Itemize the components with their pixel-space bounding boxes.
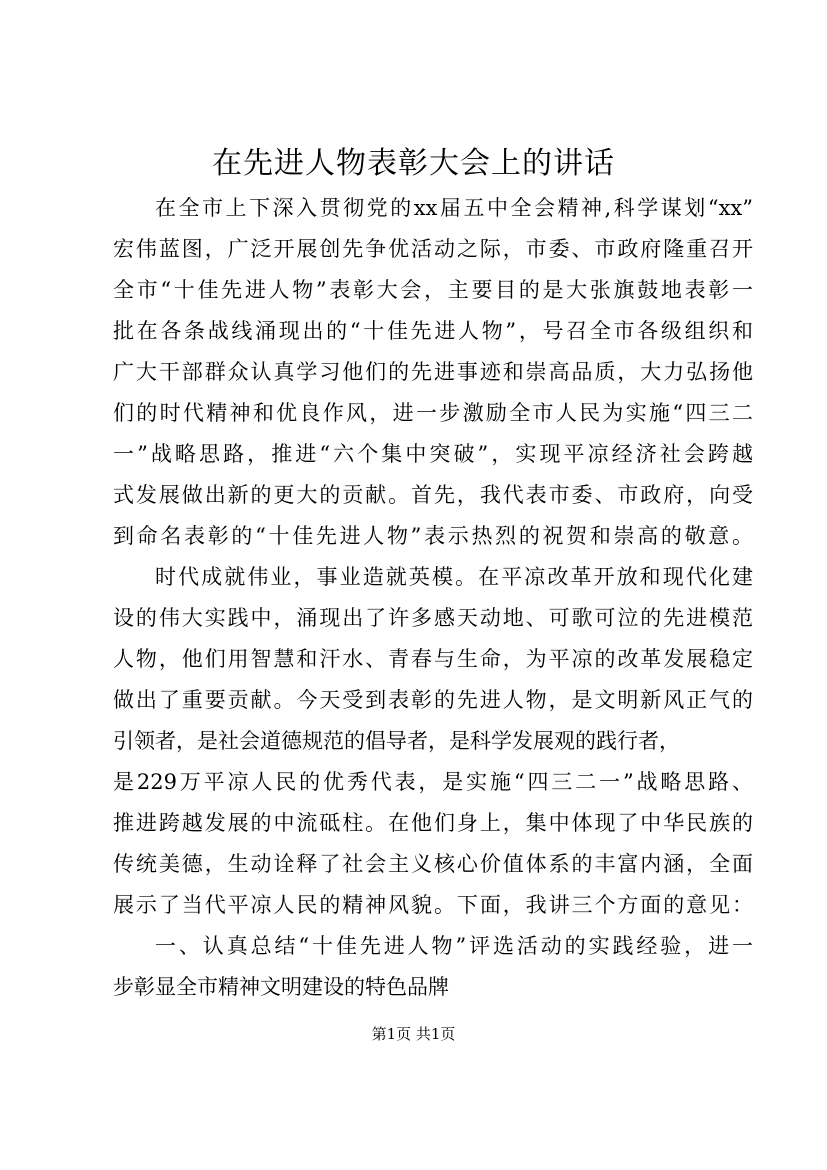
paragraph-line: 传统美德，生动诠释了社会主义核心价值体系的丰富内涵，全面	[113, 852, 753, 876]
paragraph-line: 在全市上下深入贯彻党的xx届五中全会精神,科学谋划“xx”	[155, 196, 753, 220]
page-title: 在先进人物表彰大会上的讲话	[212, 146, 615, 181]
paragraph-line: 引领者，是社会道德规范的倡导者，是科学发展观的践行者，	[113, 729, 680, 753]
paragraph-line: 们的时代精神和优良作风，进一步激励全市人民为实施“四三二	[113, 401, 753, 425]
section-heading-line: 一、认真总结“十佳先进人物”评选活动的实践经验，进一	[155, 934, 753, 958]
paragraph-line: 推进跨越发展的中流砥柱。在他们身上，集中体现了中华民族的	[113, 811, 753, 835]
section-heading-line: 步彰显全市精神文明建设的特色品牌	[113, 975, 449, 999]
paragraph-line: 展示了当代平凉人民的精神风貌。下面，我讲三个方面的意见：	[113, 893, 753, 917]
paragraph-line: 批在各条战线涌现出的“十佳先进人物”，号召全市各级组织和	[113, 319, 753, 343]
document-body	[113, 188, 753, 1008]
paragraph-line: 做出了重要贡献。今天受到表彰的先进人物，是文明新风正气的	[113, 688, 753, 712]
paragraph-line: 全市“十佳先进人物”表彰大会，主要目的是大张旗鼓地表彰一	[113, 278, 753, 302]
paragraph-line: 广大干部群众认真学习他们的先进事迹和崇高品质，大力弘扬他	[113, 360, 753, 384]
paragraph-line: 到命名表彰的“十佳先进人物”表示热烈的祝贺和崇高的敬意。	[113, 524, 753, 548]
paragraph-line: 时代成就伟业，事业造就英模。在平凉改革开放和现代化建	[155, 565, 753, 589]
page-footer: 第1页 共1页	[371, 1025, 456, 1043]
paragraph-line: 是229万平凉人民的优秀代表，是实施“四三二一”战略思路、	[113, 770, 753, 794]
paragraph-line: 宏伟蓝图，广泛开展创先争优活动之际，市委、市政府隆重召开	[113, 237, 753, 261]
paragraph-line: 设的伟大实践中，涌现出了许多感天动地、可歌可泣的先进模范	[113, 606, 753, 630]
paragraph-line: 式发展做出新的更大的贡献。首先，我代表市委、市政府，向受	[113, 483, 753, 507]
paragraph-line: 一”战略思路，推进“六个集中突破”，实现平凉经济社会跨越	[113, 442, 753, 466]
paragraph-line: 人物，他们用智慧和汗水、青春与生命，为平凉的改革发展稳定	[113, 647, 753, 671]
